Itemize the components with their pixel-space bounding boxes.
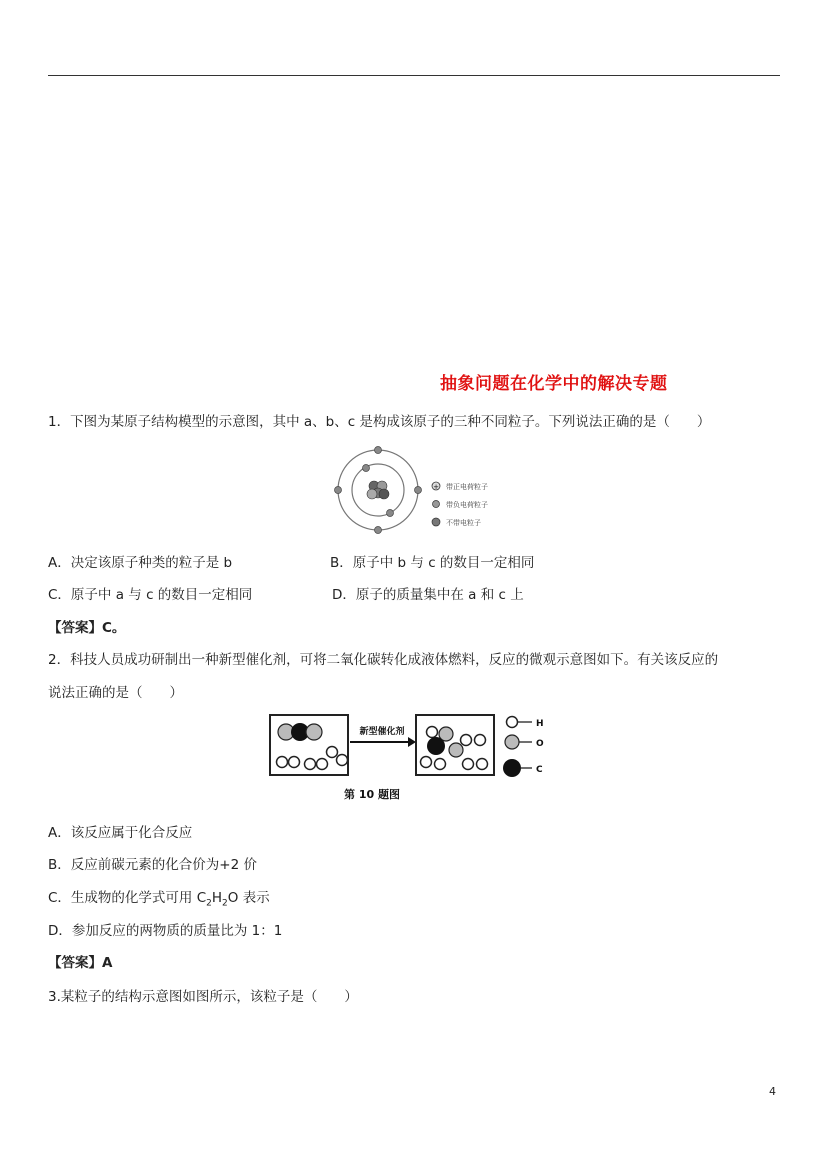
legend-negative: 带负电荷粒子 bbox=[446, 501, 488, 509]
atom-structure-figure bbox=[330, 443, 500, 538]
legend-o: O bbox=[536, 739, 544, 749]
q1-stem: 1．下图为某原子结构模型的示意图，其中 a、b、c 是构成该原子的三种不同粒子。下列说法正确的是（ ） bbox=[48, 414, 711, 430]
q1-option-a: A．决定该原子种类的粒子是 b bbox=[48, 555, 233, 571]
q3-stem: 3.某粒子的结构示意图如图所示，该粒子是（ ） bbox=[48, 989, 358, 1005]
q2-answer: 【答案】A bbox=[48, 955, 113, 971]
q2-stem-line1: 2．科技人员成功研制出一种新型催化剂，可将二氧化碳转化成液体燃料，反应的微观示意图如下。有关该反应的 bbox=[48, 652, 719, 668]
legend-positive: 带正电荷粒子 bbox=[446, 483, 488, 491]
svg-text:+: + bbox=[433, 483, 439, 491]
q1-option-d: D．原子的质量集中在 a 和 c 上 bbox=[332, 587, 524, 603]
legend-c: C bbox=[536, 765, 543, 775]
nucleus bbox=[367, 481, 389, 499]
q1-answer: 【答案】C。 bbox=[48, 620, 126, 636]
q2-option-d: D．参加反应的两物质的质量比为 1：1 bbox=[48, 923, 283, 939]
page-title: 抽象问题在化学中的解决专题 bbox=[440, 374, 668, 394]
legend-h: H bbox=[536, 719, 544, 729]
q2-option-a: A．该反应属于化合反应 bbox=[48, 825, 193, 841]
legend-neutral: 不带电粒子 bbox=[446, 519, 481, 527]
q2-option-c: C．生成物的化学式可用 $C_2H_2O$ 表示 bbox=[48, 890, 270, 909]
q1-option-c: C．原子中 a 与 c 的数目一定相同 bbox=[48, 587, 253, 603]
header-rule bbox=[48, 75, 780, 76]
q2-stem-line2: 说法正确的是（ ） bbox=[48, 685, 183, 701]
reaction-diagram bbox=[268, 712, 558, 804]
q2-option-b: B．反应前碳元素的化合价为+2 价 bbox=[48, 857, 257, 873]
figure-caption: 第 10 题图 bbox=[344, 788, 400, 801]
page-number: 4 bbox=[769, 1085, 776, 1098]
q1-option-b: B．原子中 b 与 c 的数目一定相同 bbox=[330, 555, 535, 571]
arrow-label: 新型催化剂 bbox=[359, 727, 405, 737]
